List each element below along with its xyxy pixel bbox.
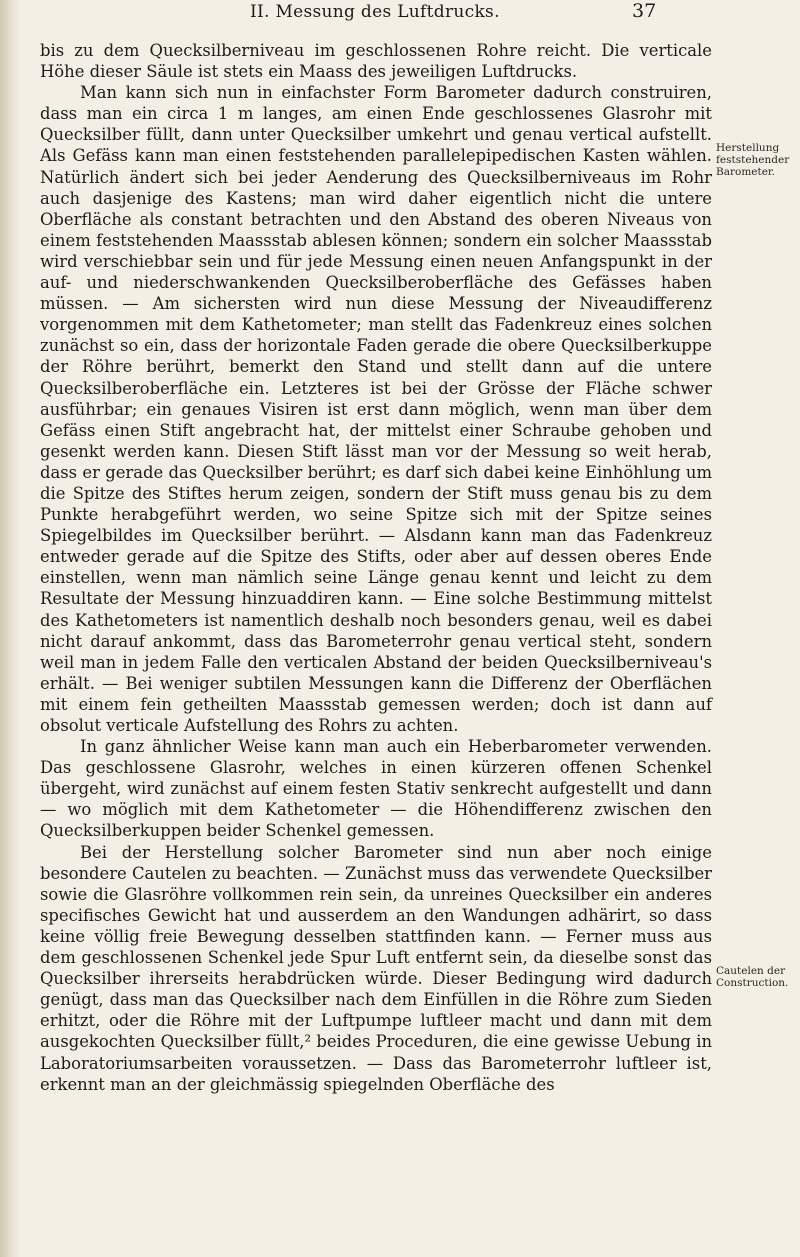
page-number: 37: [632, 0, 657, 22]
paragraph-heberbarometer: In ganz ähnlicher Weise kann man auch ein Heberbarometer verwenden. Das geschlossene Glasrohr, welches in einen kürzeren offenen Schenkel übergeht, wird zunächst auf einem festen Stativ senkrecht aufgestellt und dann — wo möglich mit dem Kathetometer — die Höhendifferenz zwischen den Quecksilberkuppen beider Schenkel gemessen.: [40, 737, 712, 841]
body-text: [40, 40, 712, 1095]
running-header: II. Messung des Luftdrucks.: [250, 2, 500, 22]
paragraph-continuation: bis zu dem Quecksilberniveau im geschlossenen Rohre reicht. Die verticale Höhe dieser Säule ist stets ein Maass des jeweiligen Luftdrucks.: [40, 41, 712, 82]
margin-note-herstellung: Herstellung feststehender Barometer.: [716, 142, 790, 178]
page-gutter-shadow: [0, 0, 20, 1257]
paragraph-cautelen: Bei der Herstellung solcher Barometer sind nun aber noch einige besondere Cautelen zu beachten. — Zunächst muss das verwendete Quecksilber sowie die Glasröhre vollkommen rein sein, da unreines Quecksilber ein anderes specifisches Gewicht hat und ausserdem an den Wandungen adhärirt, so dass keine völlig freie Bewegung desselben stattfinden kann. — Ferner muss aus dem geschlossenen Schenkel jede Spur Luft entfernt sein, da dieselbe sonst das Quecksilber ihrerseits herabdrücken würde. Dieser Bedingung wird dadurch genügt, dass man das Quecksilber nach dem Einfüllen in die Röhre zum Sieden erhitzt, oder die Röhre mit der Luftpumpe luftleer macht und dann mit dem ausgekochten Quecksilber füllt,² beides Proceduren, die eine gewisse Uebung in Laboratoriumsarbeiten voraussetzen. — Dass das Barometerrohr luftleer ist, erkennt man an der gleichmässig spiegelnden Oberfläche des: [40, 842, 712, 1094]
paragraph-barometer-construction: Man kann sich nun in einfachster Form Barometer dadurch construiren, dass man ein circa 1 m langes, am einen Ende geschlossenes Glasrohr mit Quecksilber füllt, dann unter Quecksilber umkehrt und genau vertical aufstellt. Als Gefäss kann man einen feststehenden parallelepipedischen Kasten wählen. Natürlich ändert sich bei jeder Aenderung des Quecksilberniveaus im Rohr auch dasjenige des Kastens; man wird daher eigentlich nicht die untere Oberfläche als constant betrachten und den Abstand des oberen Niveaus von einem feststehenden Maassstab ablesen können; sondern ein solcher Maassstab wird verschiebbar sein und für jede Messung einen neuen Anfangspunkt in der auf- und niederschwankenden Quecksilberoberfläche des Gefässes haben müssen. — Am sichersten wird nun diese Messung der Niveaudifferenz vorgenommen mit dem Kathetometer; man stellt das Fadenkreuz eines solchen zunächst so ein, dass der horizontale Faden gerade die obere Quecksilberkuppe der Röhre berührt, bemerkt den Stand und stellt dann auf die untere Quecksilberoberfläche ein. Letzteres ist bei der Grösse der Fläche schwer ausführbar; ein genaues Visiren ist erst dann möglich, wenn man über dem Gefäss einen Stift angebracht hat, der mittelst einer Schraube gehoben und gesenkt werden kann. Diesen Stift lässt man vor der Messung so weit herab, dass er gerade das Quecksilber berührt; es darf sich dabei keine Einhöhlung um die Spitze des Stiftes herum zeigen, sondern der Stift muss genau bis zu dem Punkte herabgeführt werden, wo seine Spitze sich mit der Spitze seines Spiegelbildes im Quecksilber berührt. — Alsdann kann man das Fadenkreuz entweder gerade auf die Spitze des Stifts, oder aber auf dessen oberes Ende einstellen, wenn man nämlich seine Länge genau kennt und leicht zu dem Resultate der Messung hinzuaddiren kann. — Eine solche Bestimmung mittelst des Kathetometers ist namentlich deshalb noch besonders genau, weil es dabei nicht darauf ankommt, dass das Barometerrohr genau vertical steht, sondern weil man in jedem Falle den verticalen Abstand der beiden Quecksilberniveau's erhält. — Bei weniger subtilen Messungen kann die Differenz der Oberflächen mit einem fein getheilten Maassstab gemessen werden; doch ist dann auf obsolut verticale Aufstellung des Rohrs zu achten.: [40, 83, 712, 735]
margin-note-cautelen: Cautelen der Construction.: [716, 965, 789, 989]
